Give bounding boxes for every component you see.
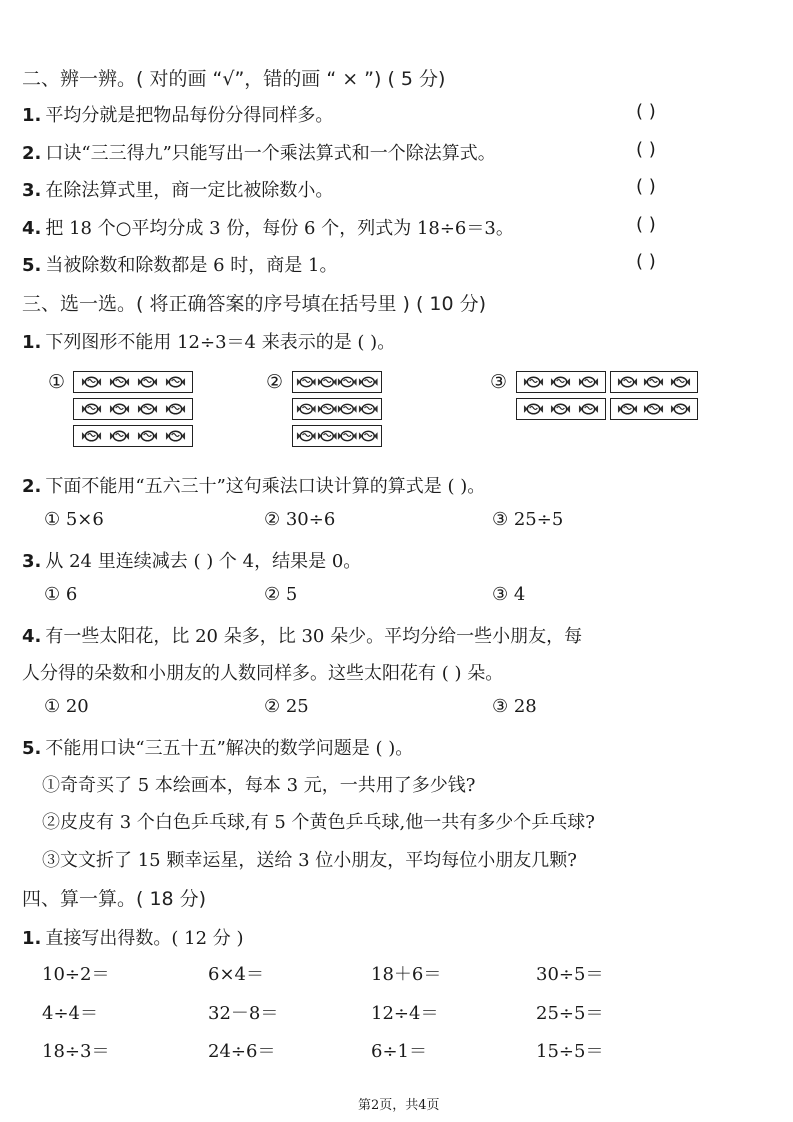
candy-icon bbox=[81, 375, 102, 389]
q3-option-3: ③ 4 bbox=[492, 584, 526, 605]
item-number: 4. bbox=[22, 218, 42, 239]
item-number: 1. bbox=[22, 928, 42, 949]
q4-option-3: ③ 28 bbox=[492, 696, 537, 717]
candy-icon bbox=[523, 402, 544, 416]
q5-option-3: ③文文折了 15 颗幸运星，送给 3 位小朋友，平均每位小朋友几颗? bbox=[42, 850, 577, 871]
page-footer: 第2页，共4页 bbox=[358, 1098, 440, 1113]
candy-icon bbox=[296, 375, 317, 389]
candy-icon bbox=[617, 375, 638, 389]
item-number: 5. bbox=[22, 255, 42, 276]
candy-icon bbox=[578, 402, 599, 416]
candy-icon bbox=[81, 429, 102, 443]
candy-box bbox=[73, 371, 193, 393]
q4-option-1: ① 20 bbox=[44, 696, 89, 717]
candy-box bbox=[292, 371, 382, 393]
candy-icon bbox=[165, 375, 186, 389]
candy-icon bbox=[337, 375, 358, 389]
candy-icon bbox=[578, 375, 599, 389]
q2-option-3: ③ 25÷5 bbox=[492, 509, 564, 530]
item-text: 平均分就是把物品每份分得同样多。 bbox=[45, 105, 334, 126]
candy-icon bbox=[358, 402, 379, 416]
item-text: 直接写出得数。( 12 分 ) bbox=[45, 928, 244, 949]
candy-icon bbox=[643, 375, 664, 389]
q5-option-2: ②皮皮有 3 个白色乒乓球,有 5 个黄色乒乓球,他一共有多少个乒乓球? bbox=[42, 812, 595, 833]
answer-paren-4[interactable]: ( ) bbox=[636, 214, 656, 235]
answer-paren-1[interactable]: ( ) bbox=[636, 101, 656, 122]
item-number: 2. bbox=[22, 476, 42, 497]
choice-q1 bbox=[22, 328, 395, 354]
candy-box bbox=[610, 398, 698, 420]
judge-item-1 bbox=[22, 101, 333, 127]
answer-paren-2[interactable]: ( ) bbox=[636, 139, 656, 160]
item-number: 2. bbox=[22, 143, 42, 164]
item-text: 在除法算式里，商一定比被除数小。 bbox=[45, 180, 334, 201]
calc-item: 32－8＝ bbox=[208, 1003, 279, 1024]
candy-box bbox=[292, 398, 382, 420]
judge-item-2 bbox=[22, 139, 496, 165]
candy-box bbox=[516, 398, 606, 420]
section-3-title: 三、选一选。( 将正确答案的序号填在括号里 ) ( 10 分) bbox=[22, 293, 487, 315]
calc-item: 18＋6＝ bbox=[371, 964, 442, 985]
choice-q4-line1 bbox=[22, 622, 582, 648]
candy-box bbox=[292, 425, 382, 447]
candy-icon bbox=[81, 402, 102, 416]
candy-icon bbox=[109, 402, 130, 416]
candy-icon bbox=[523, 375, 544, 389]
candy-icon bbox=[358, 429, 379, 443]
candy-icon bbox=[670, 375, 691, 389]
q2-option-2: ② 30÷6 bbox=[264, 509, 336, 530]
item-text: 把 18 个○平均分成 3 份，每份 6 个，列式为 18÷6＝3。 bbox=[45, 218, 514, 239]
candy-icon bbox=[337, 429, 358, 443]
item-number: 3. bbox=[22, 551, 42, 572]
q2-option-1: ① 5×6 bbox=[44, 509, 104, 530]
item-text: 有一些太阳花，比 20 朵多，比 30 朵少。平均分给一些小朋友，每 bbox=[45, 626, 583, 647]
choice-q4-line2: 人分得的朵数和小朋友的人数同样多。这些太阳花有 ( ) 朵。 bbox=[22, 663, 504, 684]
candy-icon bbox=[617, 402, 638, 416]
calc-item: 12÷4＝ bbox=[371, 1003, 439, 1024]
candy-icon bbox=[137, 402, 158, 416]
item-text: 当被除数和除数都是 6 时，商是 1。 bbox=[45, 255, 338, 276]
candy-icon bbox=[337, 402, 358, 416]
candy-icon bbox=[643, 402, 664, 416]
calc-sub1 bbox=[22, 924, 244, 950]
judge-item-3 bbox=[22, 176, 333, 202]
q5-option-1: ①奇奇买了 5 本绘画本，每本 3 元，一共用了多少钱? bbox=[42, 775, 476, 796]
answer-paren-3[interactable]: ( ) bbox=[636, 176, 656, 197]
judge-item-4 bbox=[22, 214, 514, 240]
item-text: 下列图形不能用 12÷3＝4 来表示的是 ( )。 bbox=[45, 332, 396, 353]
candy-icon bbox=[670, 402, 691, 416]
candy-icon bbox=[550, 402, 571, 416]
judge-item-5 bbox=[22, 251, 337, 277]
calc-item: 10÷2＝ bbox=[42, 964, 110, 985]
choice-q2 bbox=[22, 472, 485, 498]
candy-icon bbox=[165, 429, 186, 443]
item-number: 1. bbox=[22, 332, 42, 353]
candy-box bbox=[73, 425, 193, 447]
candy-icon bbox=[109, 375, 130, 389]
item-number: 5. bbox=[22, 738, 42, 759]
candy-icon bbox=[109, 429, 130, 443]
calc-item: 30÷5＝ bbox=[536, 964, 604, 985]
q4-option-2: ② 25 bbox=[264, 696, 309, 717]
item-text: 从 24 里连续减去 ( ) 个 4，结果是 0。 bbox=[45, 551, 362, 572]
answer-paren-5[interactable]: ( ) bbox=[636, 251, 656, 272]
candy-icon bbox=[550, 375, 571, 389]
choice-q3 bbox=[22, 547, 361, 573]
candy-box bbox=[73, 398, 193, 420]
calc-item: 6×4＝ bbox=[208, 964, 264, 985]
candy-icon bbox=[296, 402, 317, 416]
candy-box bbox=[610, 371, 698, 393]
calc-item: 18÷3＝ bbox=[42, 1041, 110, 1062]
q3-option-1: ① 6 bbox=[44, 584, 78, 605]
q3-option-2: ② 5 bbox=[264, 584, 298, 605]
item-text: 下面不能用“五六三十”这句乘法口诀计算的算式是 ( )。 bbox=[45, 476, 486, 497]
figure-option-3-mark: ③ bbox=[490, 371, 508, 393]
item-number: 3. bbox=[22, 180, 42, 201]
figure-option-2-mark: ② bbox=[266, 371, 284, 393]
calc-item: 25÷5＝ bbox=[536, 1003, 604, 1024]
candy-icon bbox=[137, 429, 158, 443]
choice-q5 bbox=[22, 734, 413, 760]
calc-item: 15÷5＝ bbox=[536, 1041, 604, 1062]
section-2-title: 二、辨一辨。( 对的画 “√”，错的画 “ × ”) ( 5 分) bbox=[22, 68, 446, 90]
calc-item: 6÷1＝ bbox=[371, 1041, 427, 1062]
calc-item: 24÷6＝ bbox=[208, 1041, 276, 1062]
item-number: 1. bbox=[22, 105, 42, 126]
candy-box bbox=[516, 371, 606, 393]
candy-icon bbox=[296, 429, 317, 443]
item-text: 不能用口诀“三五十五”解决的数学问题是 ( )。 bbox=[45, 738, 414, 759]
calc-item: 4÷4＝ bbox=[42, 1003, 98, 1024]
figure-option-1-mark: ① bbox=[48, 371, 66, 393]
candy-icon bbox=[317, 402, 338, 416]
candy-icon bbox=[165, 402, 186, 416]
item-number: 4. bbox=[22, 626, 42, 647]
candy-icon bbox=[317, 429, 338, 443]
candy-icon bbox=[317, 375, 338, 389]
section-4-title: 四、算一算。( 18 分) bbox=[22, 888, 207, 910]
candy-icon bbox=[358, 375, 379, 389]
item-text: 口诀“三三得九”只能写出一个乘法算式和一个除法算式。 bbox=[45, 143, 496, 164]
candy-icon bbox=[137, 375, 158, 389]
